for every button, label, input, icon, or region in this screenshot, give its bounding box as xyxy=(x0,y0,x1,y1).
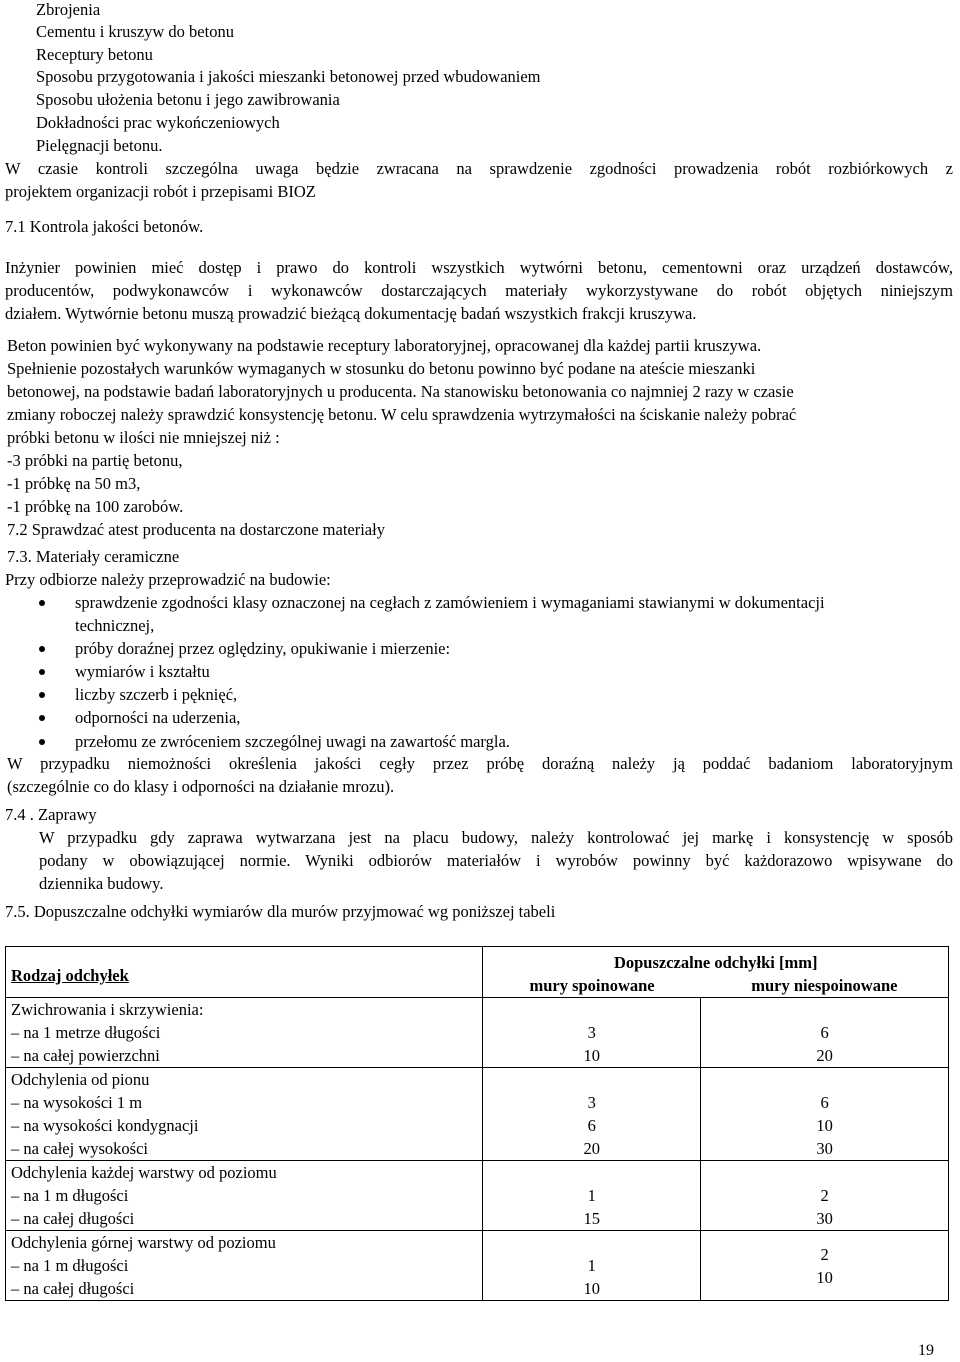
row-label: – na 1 m długości xyxy=(11,1256,129,1275)
section-heading-7-4: 7.4 . Zaprawy xyxy=(5,805,97,824)
ceramics-bullet: odporności na uderzenia, xyxy=(75,708,241,727)
group-cell xyxy=(6,1231,483,1301)
bullet-dot xyxy=(39,715,45,721)
ceramics-bullet: liczby szczerb i pęknięć, xyxy=(75,685,238,704)
ceramics-bullet: przełomu ze zwróceniem szczególnej uwagi na zawartość margla. xyxy=(75,732,510,751)
bullet-dot xyxy=(39,692,45,698)
value-cell-a xyxy=(483,998,701,1068)
value: 20 xyxy=(583,1139,601,1158)
col2-header: mury spoinowane xyxy=(483,974,701,998)
section-heading-7-5: 7.5. Dopuszczalne odchyłki wymiarów dla murów przyjmować wg poniższej tabeli xyxy=(5,902,556,921)
group-cell xyxy=(6,998,483,1068)
concrete-line: -1 próbkę na 100 zarobów. xyxy=(7,497,184,516)
value: 30 xyxy=(816,1139,833,1158)
value: 3 xyxy=(587,1023,596,1042)
value: 2 xyxy=(820,1186,829,1205)
engineer-paragraph-line: producentów, podwykonawców i wykonawców dostarczających materiały wykorzystywane do robót objętych niniejszym xyxy=(5,281,953,300)
value: 30 xyxy=(816,1209,833,1228)
value: 3 xyxy=(587,1093,596,1112)
value-cell-b xyxy=(701,1068,949,1161)
concrete-line: zmiany roboczej należy sprawdzić konsystencję betonu. W celu sprawdzenia wytrzymałości na ściskanie należy pobrać xyxy=(7,405,797,424)
ceramics-bullet: sprawdzenie zgodności klasy oznaczonej na cegłach z zamówieniem i wymaganiami stawianymi w dokumentacji xyxy=(75,593,825,612)
bullet-dot xyxy=(39,739,45,745)
value-cell-b xyxy=(701,1161,949,1231)
table-group xyxy=(6,998,949,1068)
mortar-paragraph-line: W przypadku gdy zaprawa wytwarzana jest na placu budowy, należy kontrolować jej markę i konsystencję w sposób xyxy=(39,828,953,847)
table-group xyxy=(6,1231,949,1301)
ceramics-bullet-cont: technicznej, xyxy=(75,616,155,635)
ceramics-bullet: wymiarów i kształtu xyxy=(75,662,210,681)
value: 15 xyxy=(583,1209,601,1228)
row-label: – na 1 m długości xyxy=(11,1186,129,1205)
value: 10 xyxy=(816,1267,833,1287)
col3-header: mury niespoinowane xyxy=(701,974,949,998)
group-title: Odchylenia każdej warstwy od poziomu xyxy=(11,1163,277,1182)
ceramics-outro-line: W przypadku niemożności określenia jakości cegły przez próbę doraźną należy ją poddać badaniom laboratoryjnym xyxy=(7,754,953,773)
intro-item: Receptury betonu xyxy=(36,45,153,64)
control-paragraph-line: projektem organizacji robót i przepisami BIOZ xyxy=(5,182,316,201)
value-cell-b xyxy=(701,998,949,1068)
row-label: – na 1 metrze długości xyxy=(11,1023,161,1042)
row-label: – na całej długości xyxy=(11,1279,135,1298)
value: 10 xyxy=(816,1116,833,1135)
engineer-paragraph-line: Inżynier powinien mieć dostęp i prawo do kontroli wszystkich wytwórni betonu, cementowni oraz urządzeń dostawców, xyxy=(5,258,953,277)
value-cell-b xyxy=(701,1231,949,1301)
table-group xyxy=(6,1068,949,1161)
group-title: Odchylenia górnej warstwy od poziomu xyxy=(11,1233,276,1252)
concrete-line: Beton powinien być wykonywany na podstawie receptury laboratoryjnej, opracowanej dla każdej partii kruszywa. xyxy=(7,336,762,355)
bullet-dot xyxy=(39,646,45,652)
value-cell-a xyxy=(483,1231,701,1301)
row-label: – na całej wysokości xyxy=(11,1139,149,1158)
group-cell xyxy=(6,1068,483,1161)
value: 1 xyxy=(587,1256,596,1275)
value: 2 xyxy=(820,1244,829,1264)
table-group xyxy=(6,1161,949,1231)
row-label: – na wysokości kondygnacji xyxy=(11,1116,199,1135)
group-cell xyxy=(6,1161,483,1231)
intro-item: Cementu i kruszyw do betonu xyxy=(36,22,234,41)
intro-item: Pielęgnacji betonu. xyxy=(36,136,163,155)
value: 6 xyxy=(587,1116,596,1135)
value: 10 xyxy=(583,1046,601,1065)
ceramics-bullet: próby doraźnej przez oględziny, opukiwanie i mierzenie: xyxy=(75,639,451,658)
ceramics-intro: Przy odbiorze należy przeprowadzić na budowie: xyxy=(5,570,331,589)
row-label: – na całej powierzchni xyxy=(11,1046,160,1065)
concrete-line: Spełnienie pozostałych warunków wymaganych w stosunku do betonu powinno być podane na ateście mieszanki xyxy=(7,359,756,378)
row-label: – na wysokości 1 m xyxy=(11,1093,143,1112)
col1-header: Rodzaj odchyłek xyxy=(11,965,129,985)
table-header-group: Dopuszczalne odchyłki [mm] xyxy=(483,947,949,975)
page-number: 19 xyxy=(918,1342,934,1359)
section-heading-7-3: 7.3. Materiały ceramiczne xyxy=(7,547,180,566)
concrete-line: -1 próbkę na 50 m3, xyxy=(7,474,141,493)
concrete-line: próbki betonu w ilości nie mniejszej niż : xyxy=(7,428,280,447)
mortar-paragraph-line: podany w obowiązującej normie. Wyniki odbiorów materiałów i wyrobów powinny być każdorazowo wpisywane do xyxy=(39,851,953,870)
group-title: Zwichrowania i skrzywienia: xyxy=(11,1000,204,1019)
mortar-paragraph-line: dziennika budowy. xyxy=(39,874,164,893)
bullet-dot xyxy=(39,600,45,606)
group-title: Odchylenia od pionu xyxy=(11,1070,150,1089)
ceramics-outro-line: (szczególnie co do klasy i odporności na działanie mrozu). xyxy=(7,777,395,796)
intro-item: Dokładności prac wykończeniowych xyxy=(36,113,280,132)
value: 6 xyxy=(820,1093,829,1112)
value: 1 xyxy=(587,1186,596,1205)
concrete-line: betonowej, na podstawie badań laboratoryjnych u producenta. Na stanowisku betonowania co najmniej 2 razy w czasie xyxy=(7,382,794,401)
section-heading-7-1: 7.1 Kontrola jakości betonów. xyxy=(5,217,204,236)
value-cell-a xyxy=(483,1068,701,1161)
value-cell-a xyxy=(483,1161,701,1231)
bullet-dot xyxy=(39,669,45,675)
value: 10 xyxy=(583,1279,601,1298)
intro-item: Sposobu ułożenia betonu i jego zawibrowania xyxy=(36,90,340,109)
deviations-table xyxy=(5,946,949,1301)
row-label: – na całej długości xyxy=(11,1209,135,1228)
concrete-line: -3 próbki na partię betonu, xyxy=(7,451,183,470)
engineer-paragraph-line: działem. Wytwórnie betonu muszą prowadzić bieżącą dokumentację badań wszystkich frakcji kruszywa. xyxy=(5,304,697,323)
control-paragraph-line: W czasie kontroli szczególna uwaga będzie zwracana na sprawdzenie zgodności prowadzenia robót rozbiórkowych z xyxy=(5,159,953,178)
value: 6 xyxy=(820,1023,829,1042)
intro-item: Zbrojenia xyxy=(36,0,101,19)
table-header-type xyxy=(6,947,483,998)
concrete-line: 7.2 Sprawdzać atest producenta na dostarczone materiały xyxy=(7,520,385,539)
value: 20 xyxy=(816,1046,833,1065)
intro-item: Sposobu przygotowania i jakości mieszanki betonowej przed wbudowaniem xyxy=(36,67,541,86)
